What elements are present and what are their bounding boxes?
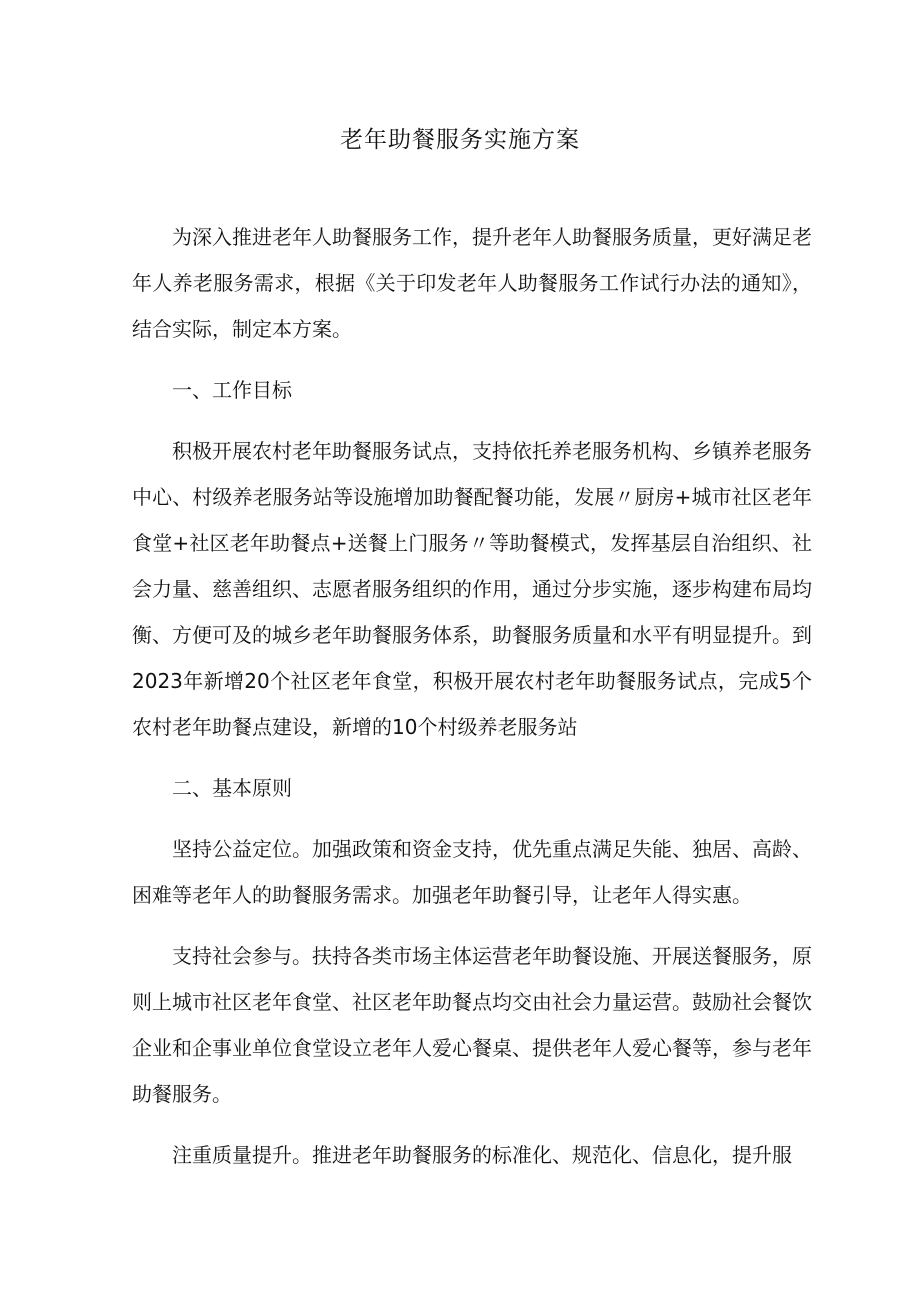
- document-title: 老年助餐服务实施方案: [340, 127, 580, 153]
- principle-paragraph-social-participation: 支持社会参与。扶持各类市场主体运营老年助餐设施、开展送餐服务，原则上城市社区老年食堂、社区老年助餐点均交由社会力量运营。鼓励社会餐饮企业和企事业单位食堂设立老年人爱心餐桌、提供老年人爱心餐等，参与老年助餐服务。: [132, 944, 812, 1106]
- principle-paragraph-quality: 注重质量提升。推进老年助餐服务的标准化、规范化、信息化，提升服: [172, 1143, 792, 1167]
- section-heading-goals: 一、工作目标: [172, 378, 292, 402]
- principle-paragraph-public-welfare: 坚持公益定位。加强政策和资金支持，优先重点满足失能、独居、高龄、困难等老年人的助餐服务需求。加强老年助餐引导，让老年人得实惠。: [132, 837, 812, 907]
- document-body: [132, 214, 812, 1178]
- goals-paragraph: 积极开展农村老年助餐服务试点，支持依托养老服务机构、乡镇养老服务中心、村级养老服务站等设施增加助餐配餐功能，发展〃厨房+城市社区老年食堂+社区老年助餐点+送餐上门服务〃等助餐模式，发挥基层自治组织、社会力量、慈善组织、志愿者服务组织的作用，通过分步实施，逐步构建布局均衡、方便可及的城乡老年助餐服务体系，助餐服务质量和水平有明显提升。到2023年新增20个社区老年食堂，积极开展农村老年助餐服务试点，完成5个农村老年助餐点建设，新增的10个村级养老服务站: [132, 439, 812, 739]
- section-heading-principles: 二、基本原则: [172, 776, 292, 800]
- intro-paragraph: 为深入推进老年人助餐服务工作，提升老年人助餐服务质量，更好满足老年人养老服务需求，根据《关于印发老年人助餐服务工作试行办法的通知》，结合实际，制定本方案。: [132, 225, 812, 341]
